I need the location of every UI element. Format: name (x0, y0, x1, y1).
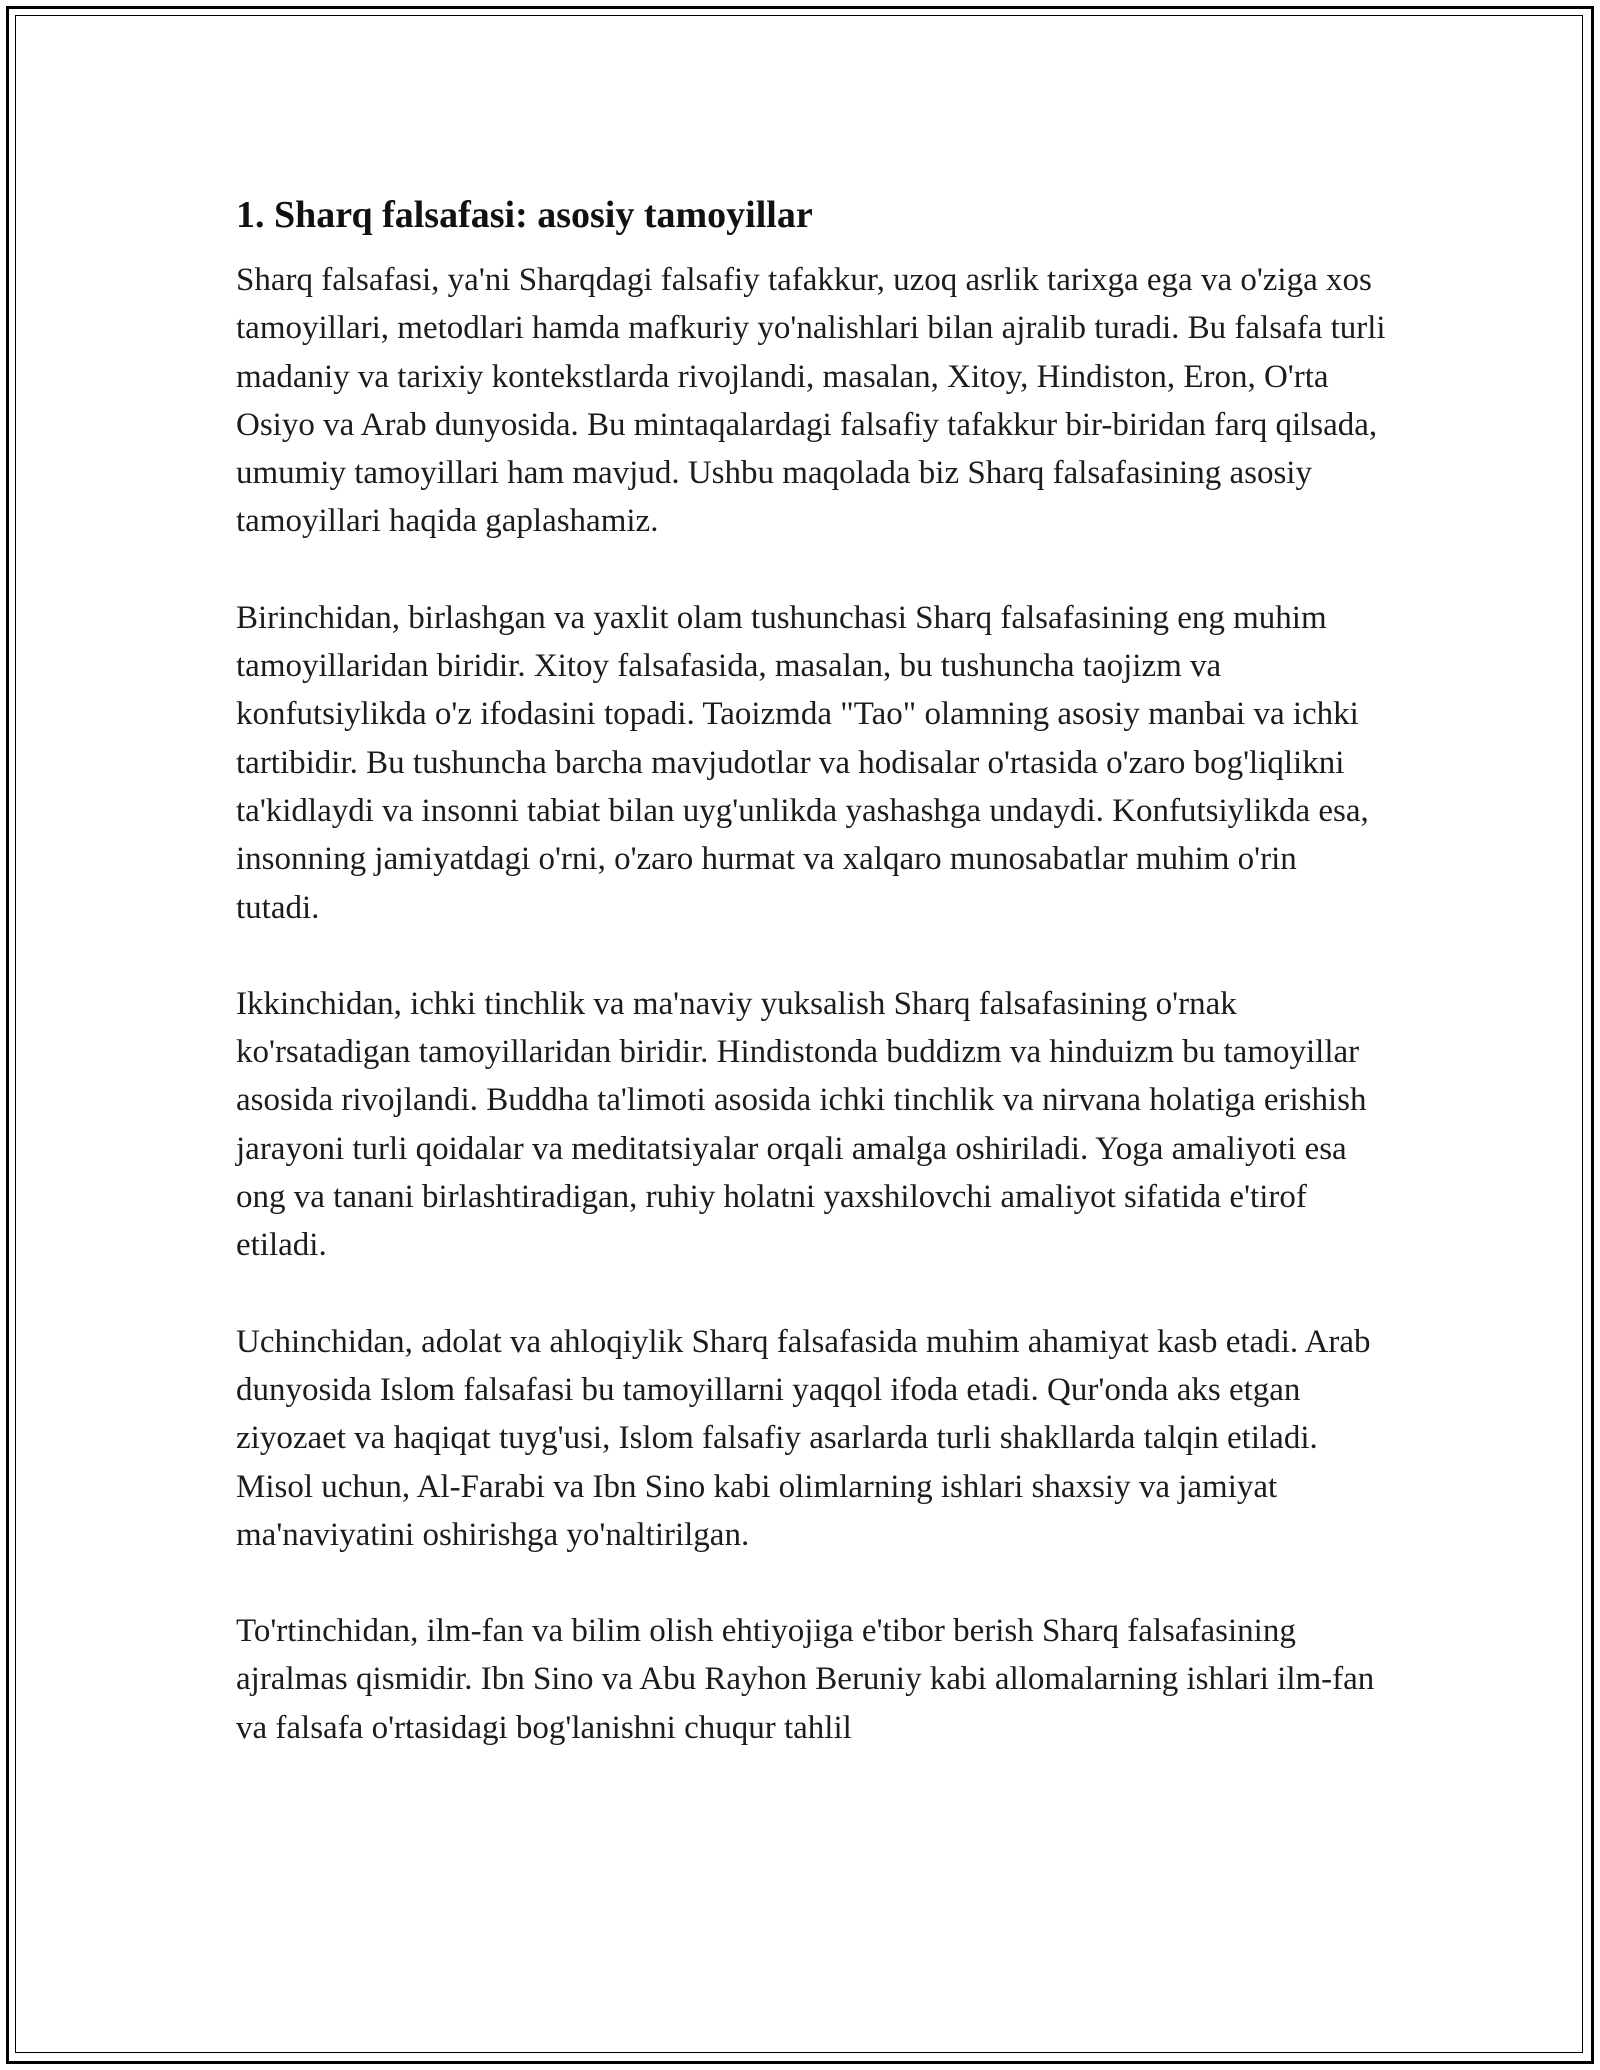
document-body (236, 186, 1386, 1800)
paragraph-fourth-principle: To'rtinchidan, ilm-fan va bilim olish ehtiyojiga e'tibor berish Sharq falsafasining ajralmas qismidir. Ibn Sino va Abu Rayhon Beruniy kabi allomalarning ishlari ilm-fan va falsafa o'rtasidagi bog'lanishni chuqur tahlil (236, 1613, 1375, 1746)
section-heading: 1. Sharq falsafasi: asosiy tamoyillar (236, 194, 813, 236)
paragraph-first-principle: Birinchidan, birlashgan va yaxlit olam tushunchasi Sharq falsafasining eng muhim tamoyillaridan biridir. Xitoy falsafasida, masalan, bu tushuncha taojizm va konfutsiylikda o'z ifodasini topadi. Taoizmda "Tao" olamning asosiy manbai va ichki tartibidir. Bu tushuncha barcha mavjudotlar va hodisalar o'rtasida o'zaro bog'liqlikni ta'kidlaydi va insonni tabiat bilan uyg'unlikda yashashga undaydi. Konfutsiylikda esa, insonning jamiyatdagi o'rni, o'zaro hurmat va xalqaro munosabatlar muhim o'rin tutadi. (236, 599, 1369, 926)
paragraph-third-principle: Uchinchidan, adolat va ahloqiylik Sharq falsafasida muhim ahamiyat kasb etadi. Arab dunyosida Islom falsafasi bu tamoyillarni yaqqol ifoda etadi. Qur'onda aks etgan ziyozaet va haqiqat tuyg'usi, Islom falsafiy asarlarda turli shakllarda talqin etiladi. Misol uchun, Al-Farabi va Ibn Sino kabi olimlarning ishlari shaxsiy va jamiyat ma'naviyatini oshirishga yo'naltirilgan. (236, 1323, 1371, 1553)
paragraph-intro: Sharq falsafasi, ya'ni Sharqdagi falsafiy tafakkur, uzoq asrlik tarixga ega va o'ziga xos tamoyillari, metodlari hamda mafkuriy yo'nalishlari bilan ajralib turadi. Bu falsafa turli madaniy va tarixiy kontekstlarda rivojlandi, masalan, Xitoy, Hindiston, Eron, O'rta Osiyo va Arab dunyosida. Bu mintaqalardagi falsafiy tafakkur bir-biridan farq qilsada, umumiy tamoyillari ham mavjud. Ushbu maqolada biz Sharq falsafasining asosiy tamoyillari haqida gaplashamiz. (236, 262, 1386, 540)
paragraph-second-principle: Ikkinchidan, ichki tinchlik va ma'naviy yuksalish Sharq falsafasining o'rnak ko'rsatadigan tamoyillaridan biridir. Hindistonda buddizm va hinduizm bu tamoyillar asosida rivojlandi. Buddha ta'limoti asosida ichki tinchlik va nirvana holatiga erishish jarayoni turli qoidalar va meditatsiyalar orqali amalga oshiriladi. Yoga amaliyoti esa ong va tanani birlashtiradigan, ruhiy holatni yaxshilovchi amaliyot sifatida e'tirof etiladi. (236, 985, 1367, 1264)
